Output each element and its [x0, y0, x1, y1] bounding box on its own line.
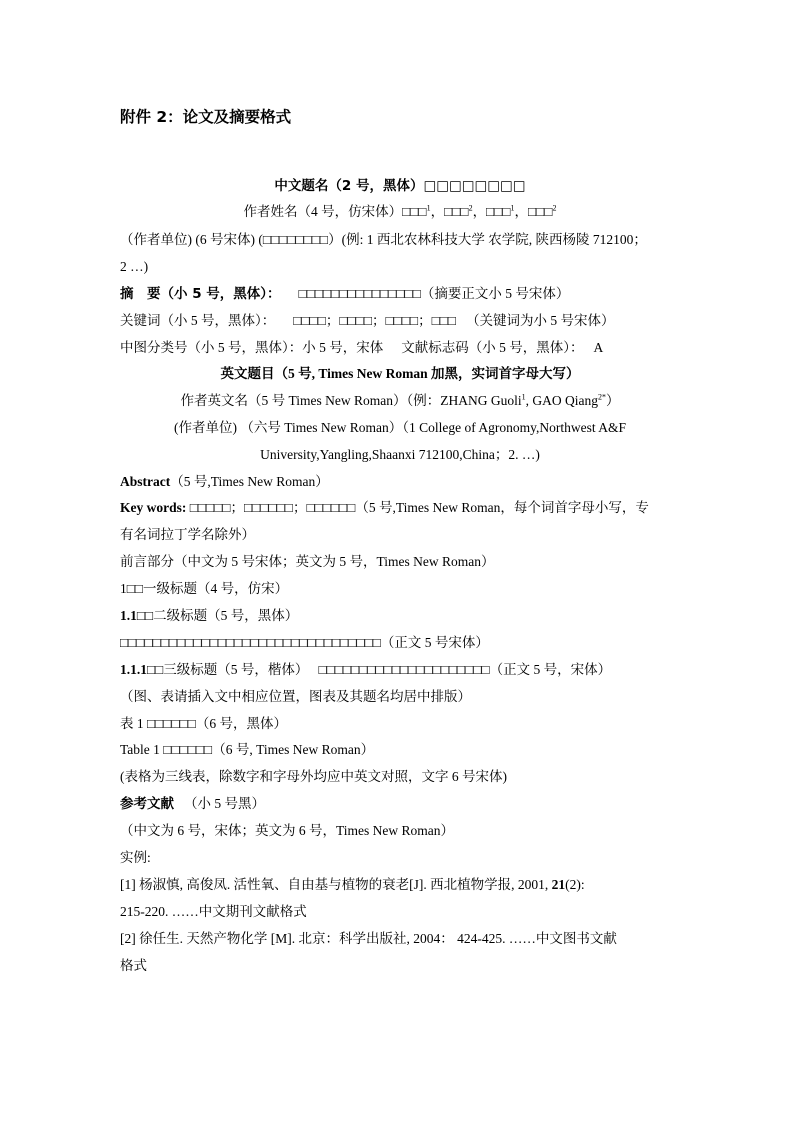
unit-line-2: 2 …) — [120, 259, 149, 274]
reference-1 — [120, 876, 585, 894]
keywords-en-line-2: 有名词拉丁学名除外） — [120, 527, 255, 542]
author-1-sup: 1 — [426, 203, 431, 213]
en-title: 英文题目（5 号, Times New Roman 加黑，实词首字母大写） — [220, 366, 580, 381]
author-3-sup: 1 — [510, 203, 515, 213]
references-heading — [120, 795, 265, 813]
body-text: □□□□□□□□□□□□□□□□□□□□□□□□□□□□□□□□（正文 5 号宋体） — [120, 635, 489, 650]
author-4-sup: 2 — [552, 203, 557, 213]
reference-2-line-2: 格式 — [120, 958, 147, 973]
example-label: 实例: — [120, 850, 151, 865]
en-author-text: 作者英文名（5 号 Times New Roman）（例：ZHANG Guoli — [180, 393, 522, 408]
heading-2 — [120, 607, 298, 625]
keywords-en-body: □□□□□；□□□□□□；□□□□□□（5 号,Times New Roman，每个词首字母小写，专 — [189, 500, 649, 515]
table-note: (表格为三线表，除数字和字母外均应中英文对照，文字 6 号宋体) — [120, 769, 507, 784]
reference-1-text: [1] 杨淑慎, 高俊凤. 活性氧、自由基与植物的衰老[J]. 西北植物学报, 2001, — [120, 877, 552, 892]
abstract-en-label: Abstract — [120, 474, 171, 489]
author-line — [120, 203, 680, 221]
keywords-cn-body: □□□□；□□□□；□□□□；□□□ — [293, 313, 457, 328]
figure-note: （图、表请插入文中相应位置，图表及其题名均居中排版） — [120, 689, 471, 704]
abstract-en — [120, 473, 329, 491]
unit-line-1: （作者单位) (6 号宋体) (□□□□□□□□）(例: 1 西北农林科技大学 农学院, 陕西杨陵 712100； — [120, 232, 647, 247]
author-2: ，□□□ — [430, 204, 469, 219]
author-3: ，□□□ — [472, 204, 511, 219]
en-author-end: ） — [606, 393, 620, 408]
heading-3-body: □□□□□□□□□□□□□□□□□□□□□（正文 5 号，宋体） — [318, 662, 612, 677]
abstract-cn-label: 摘 要（小 5 号，黑体）： — [120, 286, 281, 302]
reference-2: [2] 徐任生. 天然产物化学 [M]. 北京：科学出版社, 2004： 424-425. ……中文图书文献 — [120, 931, 617, 946]
author-2-sup: 2 — [468, 203, 473, 213]
en-unit-line-2: University,Yangling,Shaanxi 712100,China；2. …) — [260, 447, 540, 462]
references-label: 参考文献 — [120, 796, 174, 812]
reference-1-line-2: 215-220. ……中文期刊文献格式 — [120, 904, 307, 919]
en-author-mid: , GAO Qiang — [525, 393, 598, 408]
references-sub-note: （中文为 6 号，宋体；英文为 6 号，Times New Roman） — [120, 823, 455, 838]
author-4: ，□□□ — [514, 204, 553, 219]
heading-2-number: 1.1 — [120, 608, 137, 623]
keywords-cn-note: （关键词为小 5 号宋体） — [466, 313, 615, 328]
en-author-1-sup: 1 — [521, 392, 526, 402]
heading-1: 1□□一级标题（4 号，仿宋） — [120, 581, 289, 596]
abstract-en-body: （5 号,Times New Roman） — [170, 474, 329, 489]
references-note: （小 5 号黑） — [184, 796, 265, 811]
reference-1-volume: 21 — [551, 877, 566, 892]
en-author-2-sup: 2* — [598, 392, 606, 402]
attachment-title: 附件 2：论文及摘要格式 — [120, 108, 292, 126]
classification-line — [120, 339, 603, 357]
table-caption-en: Table 1 □□□□□□（6 号, Times New Roman） — [120, 742, 375, 757]
abstract-cn-body: □□□□□□□□□□□□□□□（摘要正文小 5 号宋体） — [298, 286, 570, 301]
heading-3-number: 1.1.1 — [120, 662, 147, 677]
keywords-cn-label: 关键词（小 5 号，黑体）： — [120, 313, 276, 328]
doc-code-label: 文献标志码（小 5 号，黑体）： — [401, 340, 584, 355]
preface: 前言部分（中文为 5 号宋体；英文为 5 号，Times New Roman） — [120, 554, 495, 569]
doc-code: A — [593, 340, 604, 355]
keywords-en-label: Key words: — [120, 500, 187, 515]
abstract-cn — [120, 285, 569, 303]
author-label: 作者姓名（4 号，仿宋体） — [243, 204, 403, 219]
keywords-cn — [120, 312, 615, 330]
heading-3 — [120, 661, 611, 679]
heading-3-text: □□三级标题（5 号，楷体） — [147, 662, 309, 677]
reference-1-issue: (2): — [565, 877, 585, 892]
author-1: □□□ — [402, 204, 427, 219]
cn-title: 中文题名（2 号，黑体）□□□□□□□□ — [274, 178, 526, 194]
keywords-en — [120, 499, 649, 517]
table-caption-cn: 表 1 □□□□□□（6 号，黑体） — [120, 716, 288, 731]
en-unit-line-1: (作者单位) （六号 Times New Roman）（1 College of Agronomy,Northwest A&F — [174, 420, 626, 435]
heading-2-text: □□二级标题（5 号，黑体） — [136, 608, 299, 623]
en-author-line — [120, 392, 680, 410]
classification-label: 中图分类号（小 5 号，黑体）：小 5 号，宋体 — [120, 340, 384, 355]
